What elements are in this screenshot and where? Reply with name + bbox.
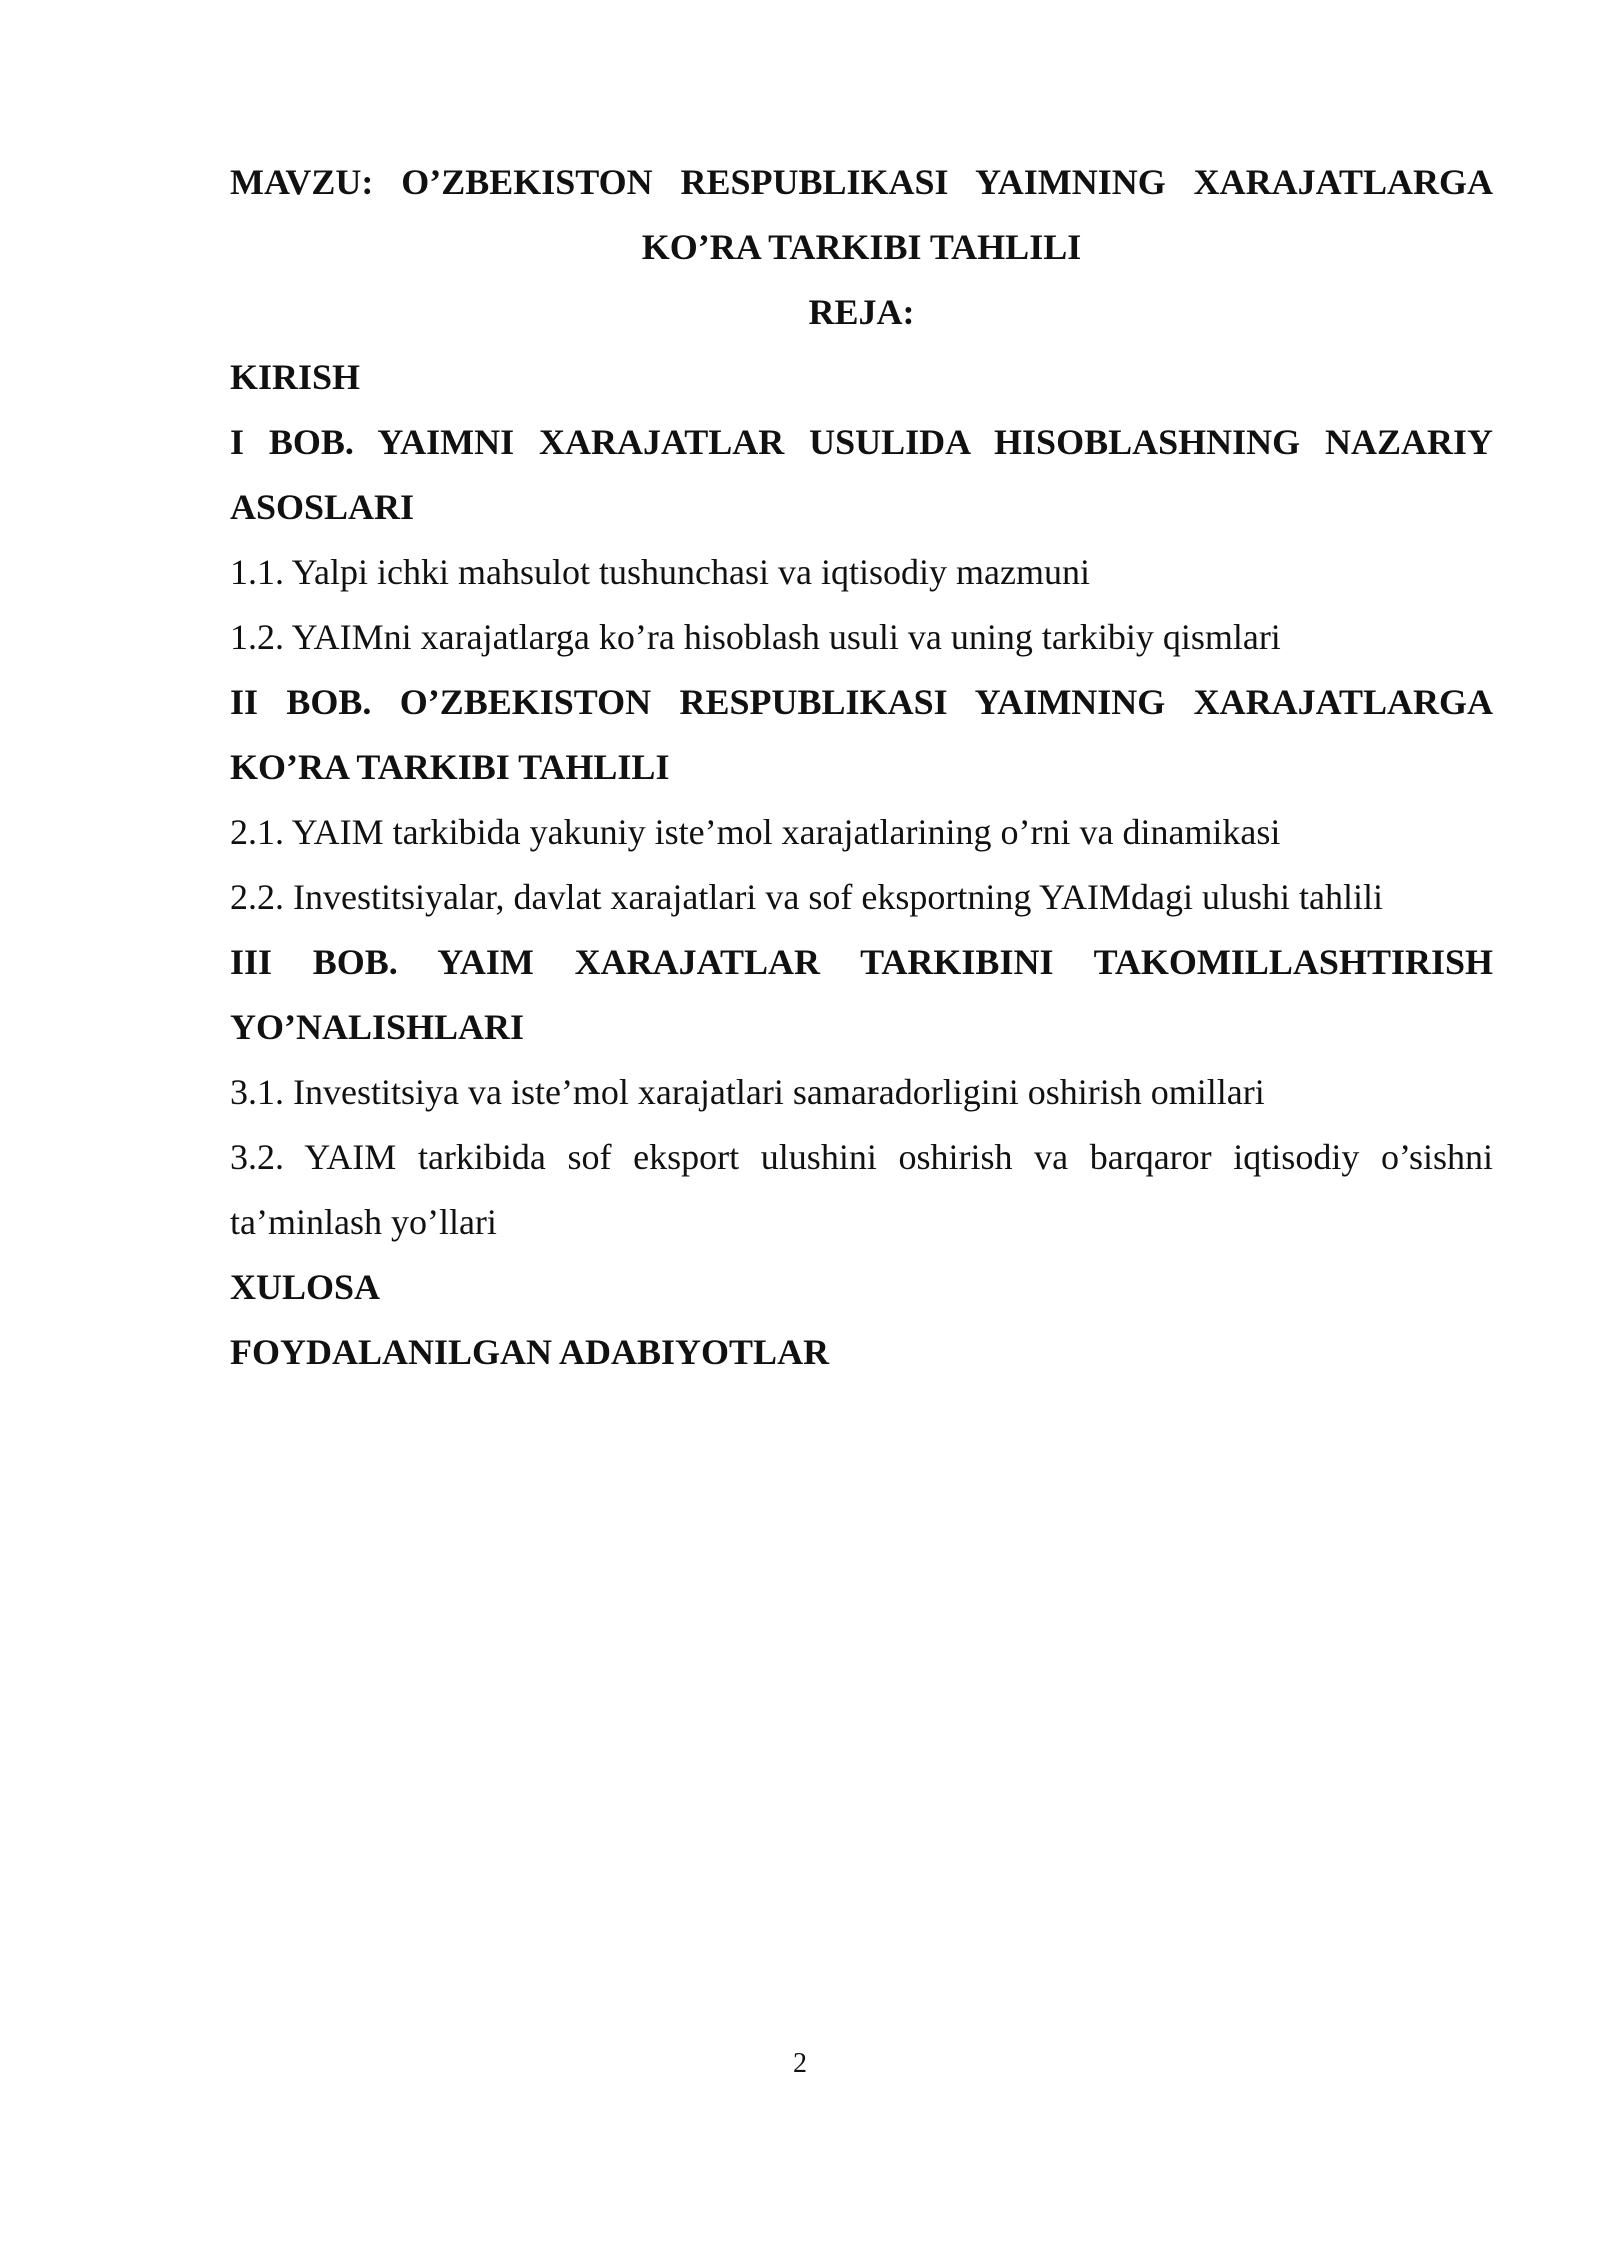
- chapter-3-heading-line-1: III BOB. YAIM XARAJATLAR TARKIBINI TAKOMILLASHTIRISH: [230, 942, 1493, 982]
- section-1-2: 1.2. YAIMni xarajatlarga ko’ra hisoblash usuli va uning tarkibiy qismlari: [230, 617, 1281, 657]
- section-3-1: 3.1. Investitsiya va iste’mol xarajatlari samaradorligini oshirish omillari: [230, 1072, 1265, 1112]
- section-2-2: 2.2. Investitsiyalar, davlat xarajatlari va sof eksportning YAIMdagi ulushi tahlili: [230, 877, 1383, 917]
- title-line-2: KO’RA TARKIBI TAHLILI: [641, 227, 1082, 267]
- chapter-1-heading-line-1: I BOB. YAIMNI XARAJATLAR USULIDA HISOBLASHNING NAZARIY: [230, 422, 1493, 462]
- chapter-1-heading-line-2: ASOSLARI: [230, 487, 415, 527]
- document-content: [230, 150, 1493, 1385]
- section-2-1: 2.1. YAIM tarkibida yakuniy iste’mol xarajatlarining o’rni va dinamikasi: [230, 812, 1281, 852]
- section-3-2-line-2: ta’minlash yo’llari: [230, 1202, 497, 1242]
- page-number: 2: [793, 2048, 807, 2079]
- toc-conclusion: XULOSA: [230, 1267, 381, 1307]
- section-3-2-line-1: 3.2. YAIM tarkibida sof eksport ulushini oshirish va barqaror iqtisodiy o’sishni: [230, 1137, 1493, 1177]
- toc-references: FOYDALANILGAN ADABIYOTLAR: [230, 1332, 830, 1372]
- plan-heading: REJA:: [808, 292, 915, 332]
- chapter-2-heading-line-2: KO’RA TARKIBI TAHLILI: [230, 747, 670, 787]
- toc-intro: KIRISH: [230, 357, 361, 397]
- chapter-2-heading-line-1: II BOB. O’ZBEKISTON RESPUBLIKASI YAIMNING XARAJATLARGA: [230, 682, 1493, 722]
- section-1-1: 1.1. Yalpi ichki mahsulot tushunchasi va iqtisodiy mazmuni: [230, 552, 1090, 592]
- chapter-3-heading-line-2: YO’NALISHLARI: [230, 1007, 525, 1047]
- title-line-1: MAVZU: O’ZBEKISTON RESPUBLIKASI YAIMNING XARAJATLARGA: [230, 162, 1493, 202]
